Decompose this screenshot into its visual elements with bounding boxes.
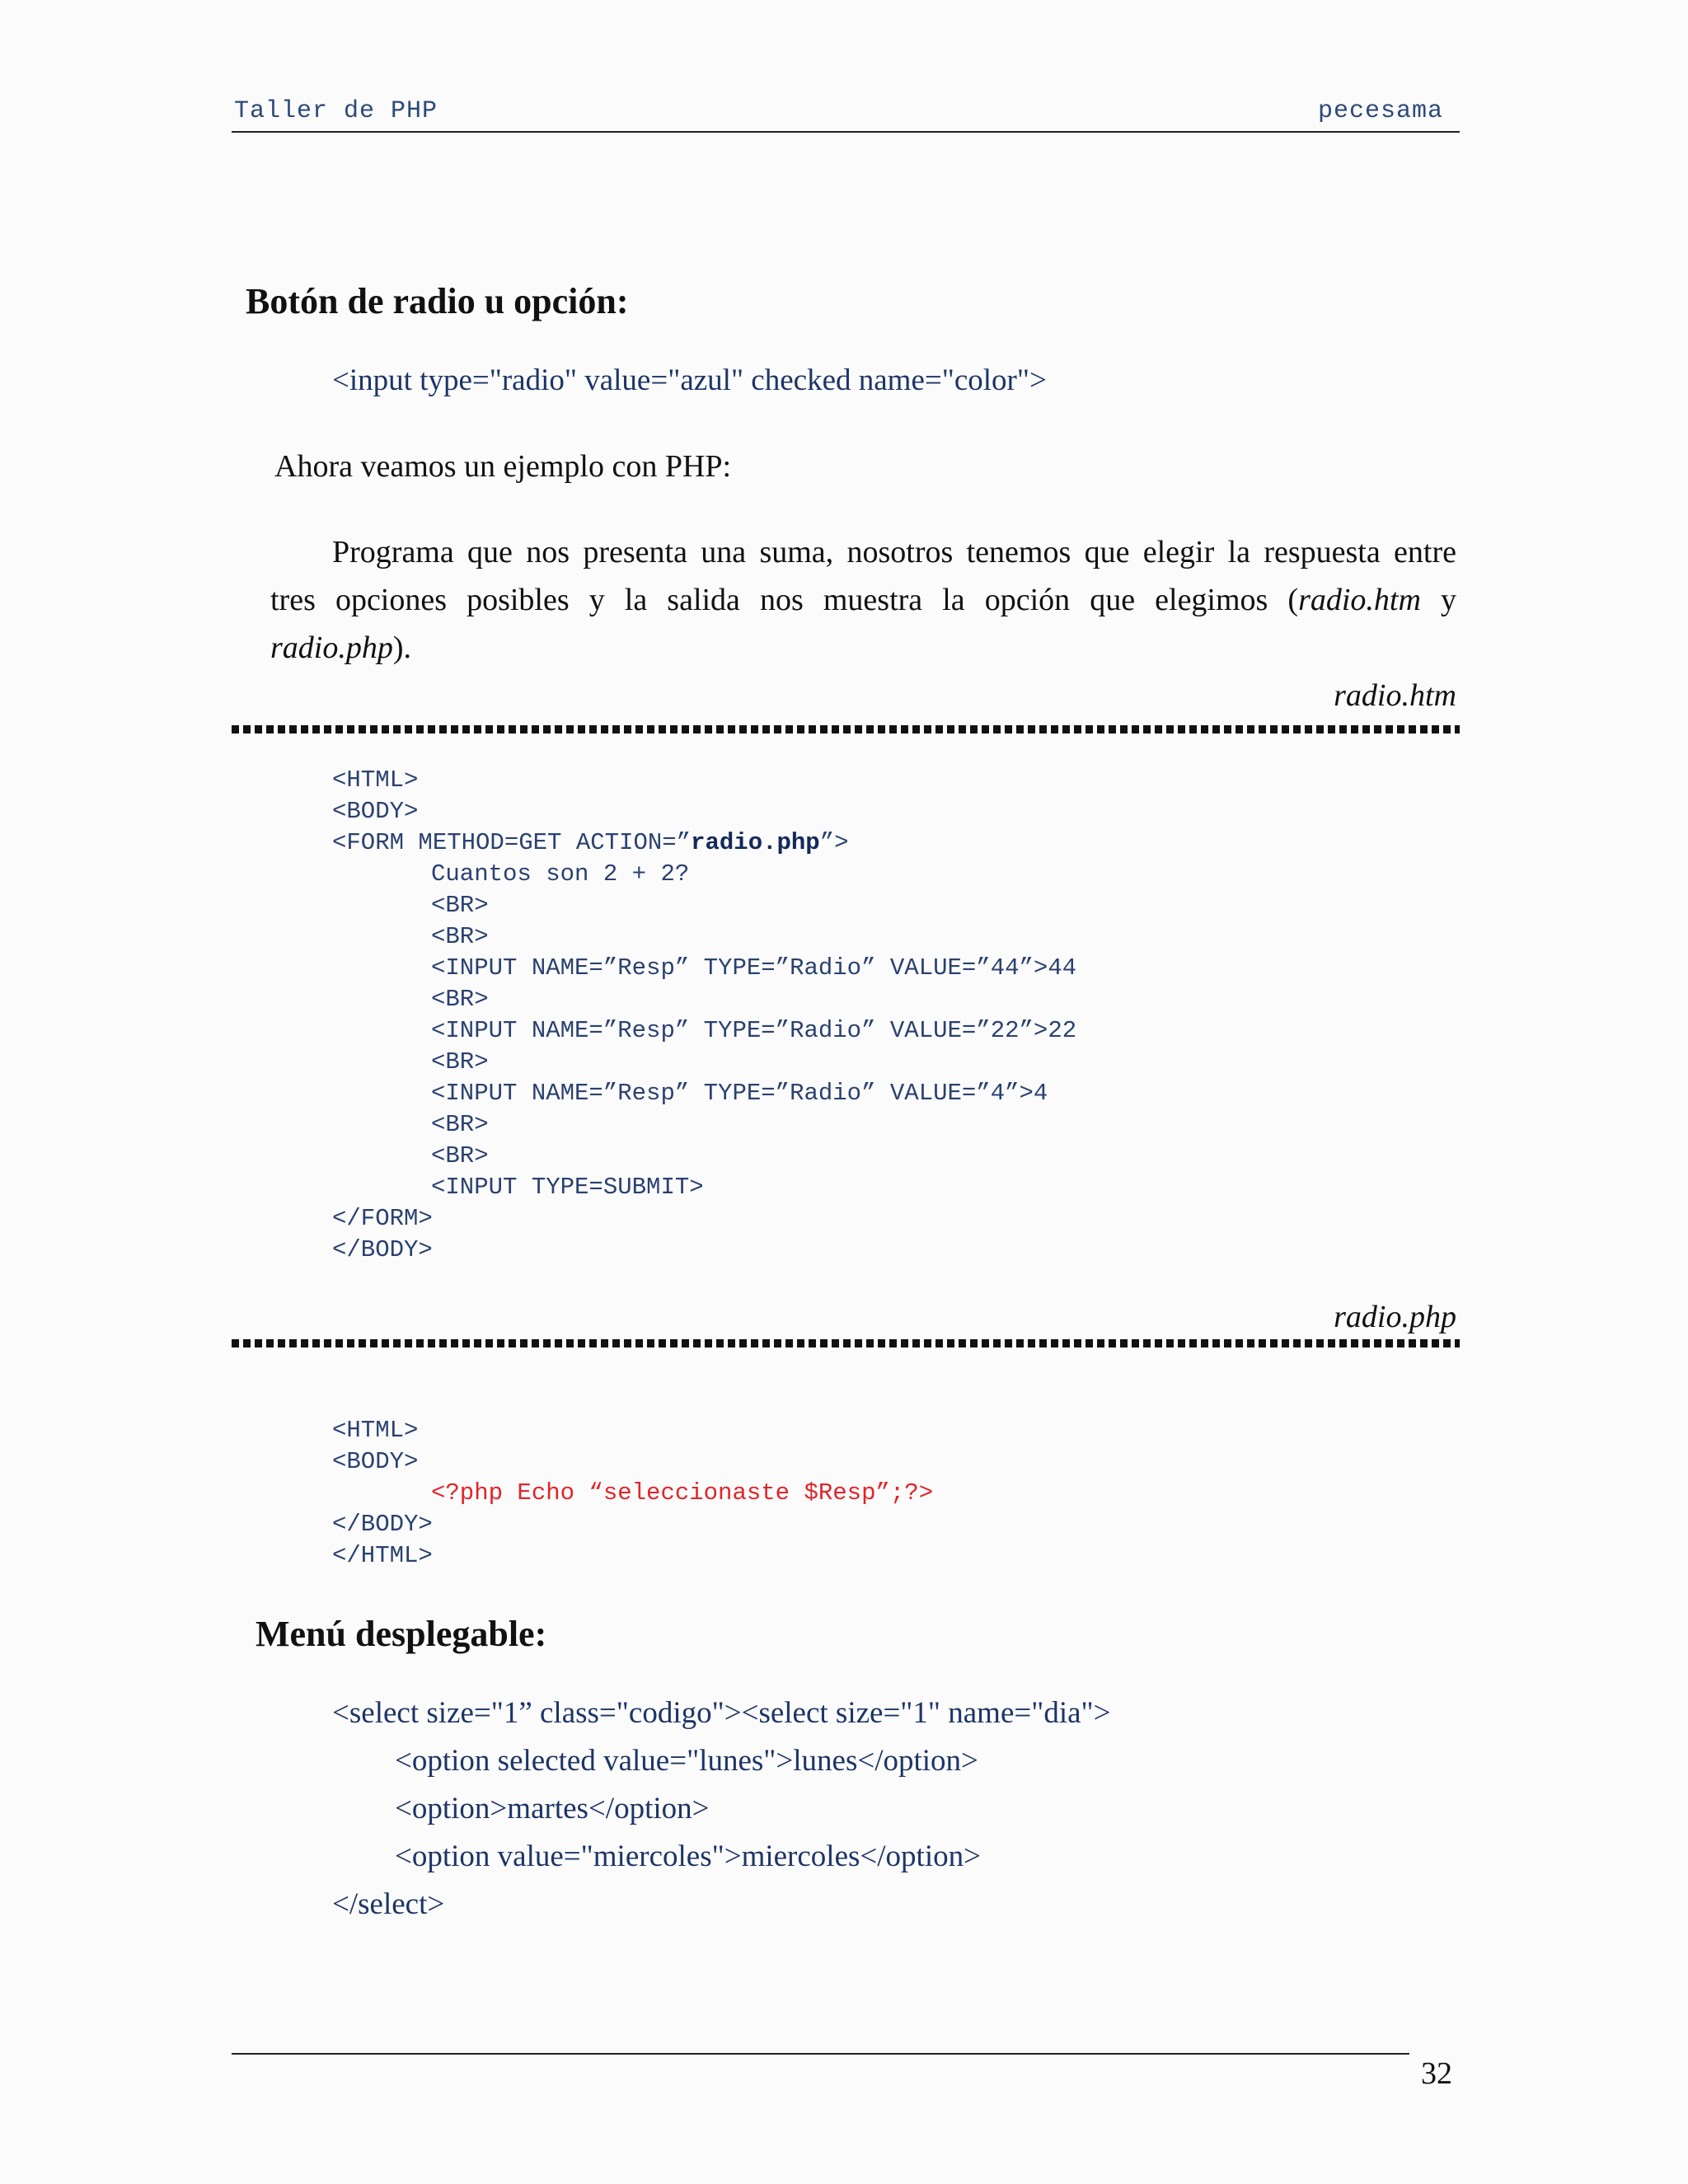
code-line (431, 1174, 704, 1201)
code-text: <INPUT NAME=”Resp” TYPE=”Radio” VALUE=”4”>4 (431, 1080, 1048, 1107)
code-text: <BR> (431, 892, 489, 919)
dashed-separator (232, 1339, 1460, 1347)
code-line: </select> (332, 1887, 445, 1921)
footer-rule (232, 2053, 1409, 2055)
header-rule (232, 131, 1460, 133)
para-text: tres opciones posibles y la salida nos muestra la opción que elegimos ( (270, 583, 1299, 617)
code-line (431, 1111, 489, 1138)
code-line (431, 923, 489, 950)
code-line (332, 829, 849, 856)
dashed-separator (232, 725, 1460, 733)
code-line (332, 1511, 433, 1538)
intro-text: Ahora veamos un ejemplo con PHP: (274, 449, 732, 484)
code-line: <option>martes</option> (395, 1792, 710, 1825)
code-text: <INPUT NAME=”Resp” TYPE=”Radio” VALUE=”22”>22 (431, 1017, 1077, 1044)
header-author: pecesama (1317, 97, 1443, 125)
code-line: <option selected value="lunes">lunes</option> (395, 1744, 978, 1778)
code-line (332, 1205, 433, 1232)
para-text: ). (392, 630, 412, 665)
code-bold-text: radio.php (691, 829, 820, 856)
paragraph-line-1: Programa que nos presenta una suma, nosotros tenemos que elegir la respuesta entre (332, 535, 1456, 569)
section-heading-radio: Botón de radio u opción: (246, 281, 629, 321)
code-line (332, 798, 418, 825)
code-line (431, 1048, 489, 1076)
para-filename: radio.htm (1298, 583, 1421, 617)
code-line (332, 1417, 418, 1444)
code-line (431, 1142, 489, 1169)
header-title: Taller de PHP (234, 97, 438, 125)
code-line: <option value="miercoles">miercoles</option> (395, 1840, 981, 1873)
code-line (431, 860, 689, 888)
code-line (332, 1236, 433, 1263)
code-line (332, 766, 418, 794)
para-text: y (1420, 583, 1457, 617)
code-text: <BODY> (332, 798, 419, 825)
code-line (431, 1479, 933, 1507)
code-line: <select size="1” class="codigo"><select size="1" name="dia"> (332, 1696, 1111, 1730)
code-text: </FORM> (332, 1205, 433, 1232)
code-text: <FORM METHOD=GET ACTION=” (332, 829, 692, 856)
paragraph-line-3 (270, 630, 411, 666)
code-text: </BODY> (332, 1236, 433, 1263)
file-label-radio-htm: radio.htm (1334, 678, 1456, 713)
code-line (431, 954, 1076, 982)
code-text: <INPUT TYPE=SUBMIT> (431, 1174, 704, 1201)
code-text: <BR> (431, 923, 489, 950)
code-text: <BR> (431, 1142, 489, 1169)
code-line (431, 892, 489, 919)
para-filename: radio.php (270, 630, 393, 665)
code-text: </BODY> (332, 1511, 433, 1538)
file-label-radio-php: radio.php (1334, 1300, 1456, 1334)
code-line (431, 1080, 1048, 1107)
paragraph-line-2 (270, 582, 1456, 618)
section-heading-select: Menú desplegable: (256, 1614, 547, 1654)
code-text: <BR> (431, 1048, 489, 1076)
code-text: Cuantos son 2 + 2? (431, 860, 690, 888)
code-text: </HTML> (332, 1542, 433, 1569)
code-text: <BR> (431, 986, 489, 1013)
code-text: <?php Echo “seleccionaste $Resp”;?> (431, 1479, 934, 1507)
code-text: <INPUT NAME=”Resp” TYPE=”Radio” VALUE=”44”>44 (431, 954, 1077, 982)
radio-example-code: <input type="radio" value="azul" checked name="color"> (332, 363, 1047, 397)
code-line (332, 1448, 418, 1475)
code-text: <BODY> (332, 1448, 419, 1475)
code-text: <BR> (431, 1111, 489, 1138)
code-text: <HTML> (332, 766, 419, 794)
code-line (431, 986, 489, 1013)
code-line (431, 1017, 1076, 1044)
code-line (332, 1542, 433, 1569)
page-number: 32 (1421, 2056, 1452, 2091)
code-text: ”> (819, 829, 849, 856)
code-text: <HTML> (332, 1417, 419, 1444)
